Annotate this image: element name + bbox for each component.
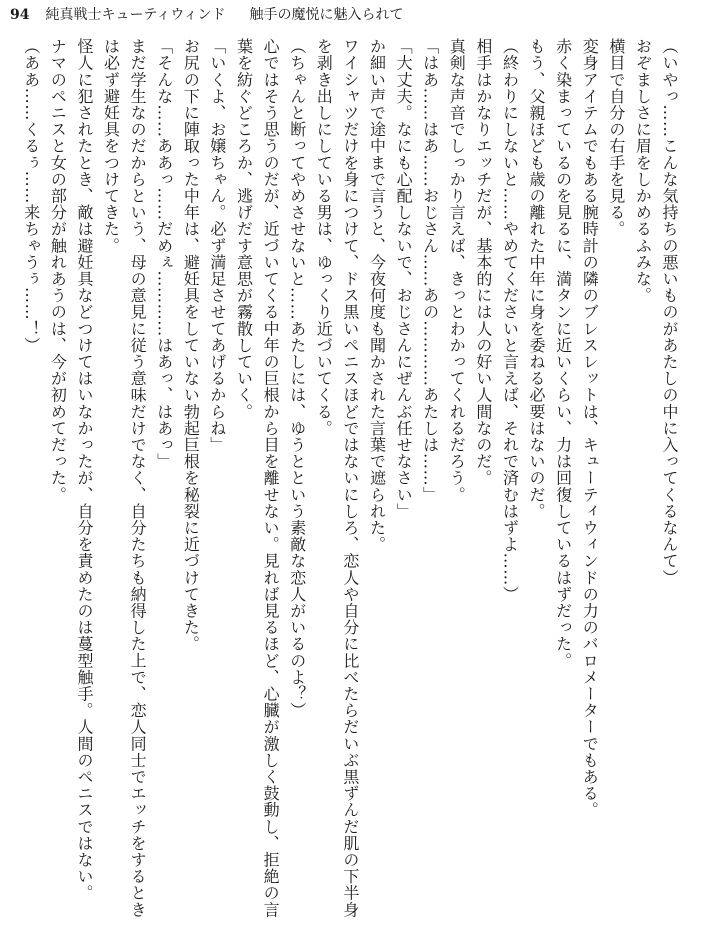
text-line: まだ学生なのだからという、母の意見に従う意味だけでなく、自分たちも納得した上で、恋人同士でエッチをするときは必ず避妊具をつけてきた。 — [101, 38, 148, 918]
text-line: か細い声で途中まで言うと、今夜何度も聞かされた言葉で遮られた。 — [367, 38, 387, 553]
text-line: 相手はかなりエッチだが、基本的には人の好い人間なのだ。 — [473, 38, 493, 487]
text-line: 「いくよ、お嬢ちゃん。必ず満足させてあげるからね」 — [207, 38, 227, 453]
text-line: 真剣な声音でしっかり言えば、きっとわかってくれるだろう。 — [447, 38, 467, 503]
text-line: 「大丈夫。なにも心配しないで、おじさんにぜんぶ任せなさい」 — [394, 38, 414, 520]
text-line: （ちゃんと断ってやめさせないと……あたしには、ゆうとという素敵な恋人がいるのよ？） — [287, 38, 307, 719]
text-line: ナマのペニスと女の部分が触れあうのは、今が初めてだった。 — [48, 38, 68, 503]
text-line: ワイシャツだけを身につけて、ドス黒いペニスほどではないにしろ、恋人や自分に比べたらだいぶ黒ずんだ肌の下半身を剥き出しにしている男は、ゆっくり近づいてくる。 — [314, 38, 360, 918]
text-line: 「そんな……ああっ……だめぇ…………はあっ、はあっ」 — [154, 38, 174, 470]
page-number: 94 — [10, 7, 30, 23]
text-line: おぞましさに眉をしかめるふみな。 — [633, 38, 653, 304]
text-line: 心ではそう思うのだが、近づいてくる中年の巨根から目を離せない。見れば見るほど、心臓が激しく鼓動し、拒絶の言葉を紡ぐどころか、逃げだす意思が霧散していく。 — [234, 38, 281, 918]
text-line: もう、父親ほども歳の離れた中年に身を委ねる必要はないのだ。 — [527, 38, 547, 520]
text-line: 変身アイテムでもある腕時計の隣のブレスレットは、キューティウィンドの力のバロメーターでもある。 — [580, 38, 600, 819]
text-line: （ああ……くるぅ……来ちゃうぅ……！） — [22, 38, 41, 354]
text-line: 「はあ……はあ……おじさん……あの…………あたしは……」 — [420, 38, 440, 503]
text-line: 怪人に犯されたとき、敵は避妊具などつけてはいなかったが、自分を責めたのは蔓型触手。人間のペニスではない。 — [74, 38, 94, 902]
text-line: 赤く染まっているのを見るに、満タンに近いくらい、力は回復しているはずだった。 — [553, 38, 573, 669]
text-line: お尻の下に陣取った中年は、避妊具をしていない勃起巨根を秘裂に近づけてきた。 — [181, 38, 201, 653]
text-line: （終わりにしないと……やめてくださいと言えば、それで済むはずよ……） — [500, 38, 520, 603]
text-line: 横目で自分の右手を見る。 — [606, 38, 626, 238]
chapter-title: 触手の魔悦に魅入られて — [249, 7, 404, 23]
book-title: 純真戦士キューティウィンド — [45, 7, 226, 23]
vertical-body-text — [22, 38, 682, 928]
running-header — [10, 4, 404, 26]
text-line: （いやっ……こんな気持ちの悪いものがあたしの中に入ってくるなんて） — [660, 38, 679, 586]
